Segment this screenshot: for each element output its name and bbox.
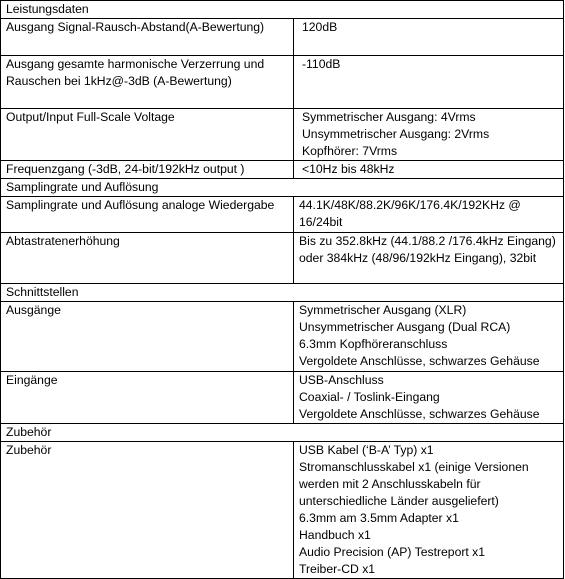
- section-title-accessories: Zubehör: [1, 424, 564, 442]
- row-value: [294, 197, 564, 233]
- table-row: [1, 56, 564, 109]
- row-value: [294, 56, 564, 109]
- value-line: Symmetrischer Ausgang (XLR): [299, 303, 467, 317]
- value-line: Unsymmetrischer Ausgang: 2Vrms: [302, 127, 490, 141]
- section-header-row: [1, 179, 564, 197]
- section-header-row: [1, 284, 564, 302]
- value-line: 120dB: [302, 20, 338, 34]
- row-label: Zubehör: [1, 442, 294, 579]
- value-text: 44.1K/48K/88.2K/96K/176.4K/192KHz @ 16/24bit: [299, 198, 521, 229]
- value-line: Vergoldete Anschlüsse, schwarzes Gehäuse: [299, 354, 540, 368]
- row-value: [294, 372, 564, 424]
- table-row: [1, 19, 564, 56]
- section-title-sampling: Samplingrate und Auflösung: [1, 179, 564, 197]
- value-line: Handbuch x1: [299, 528, 371, 542]
- value-line: Stromanschlusskabel x1 (einige Versionen werden mit 2 Anschlusskabeln für unterschiedliche Länder ausgeliefert): [299, 460, 529, 508]
- row-value: [294, 302, 564, 372]
- row-label: Ausgang Signal-Rausch-Abstand(A-Bewertung): [1, 19, 294, 56]
- table-row: [1, 197, 564, 233]
- value-line: USB-Anschluss: [299, 373, 384, 387]
- section-title-performance: Leistungsdaten: [1, 1, 564, 19]
- value-line: Vergoldete Anschlüsse, schwarzes Gehäuse: [299, 407, 540, 421]
- value-line: Unsymmetrischer Ausgang (Dual RCA): [299, 320, 511, 334]
- value-line: USB Kabel (‘B-A’ Typ) x1: [299, 443, 434, 457]
- table-row: [1, 161, 564, 179]
- value-line: <10Hz bis 48kHz: [302, 162, 395, 176]
- value-line: Treiber-CD x1: [299, 562, 376, 576]
- table-row: [1, 442, 564, 579]
- value-text: Bis zu 352.8kHz (44.1/88.2 /176.4kHz Eingang) oder 384kHz (48/96/192kHz Eingang), 32bit: [299, 234, 556, 265]
- table-row: [1, 302, 564, 372]
- table-row: [1, 233, 564, 284]
- row-value: [294, 19, 564, 56]
- value-line: Audio Precision (AP) Testreport x1: [299, 545, 486, 559]
- row-label: Samplingrate und Auflösung analoge Wiedergabe: [1, 197, 294, 233]
- section-title-interfaces: Schnittstellen: [1, 284, 564, 302]
- row-label: Ausgang gesamte harmonische Verzerrung und Rauschen bei 1kHz@-3dB (A-Bewertung): [1, 56, 294, 109]
- row-value: [294, 109, 564, 161]
- section-header-row: [1, 1, 564, 19]
- value-line: 6.3mm am 3.5mm Adapter x1: [299, 511, 459, 525]
- value-line: Coaxial- / Toslink-Eingang: [299, 390, 440, 404]
- row-label: Eingänge: [1, 372, 294, 424]
- row-label: Output/Input Full-Scale Voltage: [1, 109, 294, 161]
- row-value: [294, 442, 564, 579]
- row-label: Frequenzgang (-3dB, 24-bit/192kHz output ): [1, 161, 294, 179]
- table-row: [1, 109, 564, 161]
- value-line: -110dB: [302, 57, 341, 71]
- row-value: [294, 161, 564, 179]
- section-header-row: [1, 424, 564, 442]
- value-line: Kopfhörer: 7Vrms: [302, 144, 398, 158]
- value-line: Symmetrischer Ausgang: 4Vrms: [302, 110, 476, 124]
- table-row: [1, 372, 564, 424]
- row-value: [294, 233, 564, 284]
- row-label: Ausgänge: [1, 302, 294, 372]
- value-line: 6.3mm Kopfhöreranschluss: [299, 337, 448, 351]
- row-label: Abtastratenerhöhung: [1, 233, 294, 284]
